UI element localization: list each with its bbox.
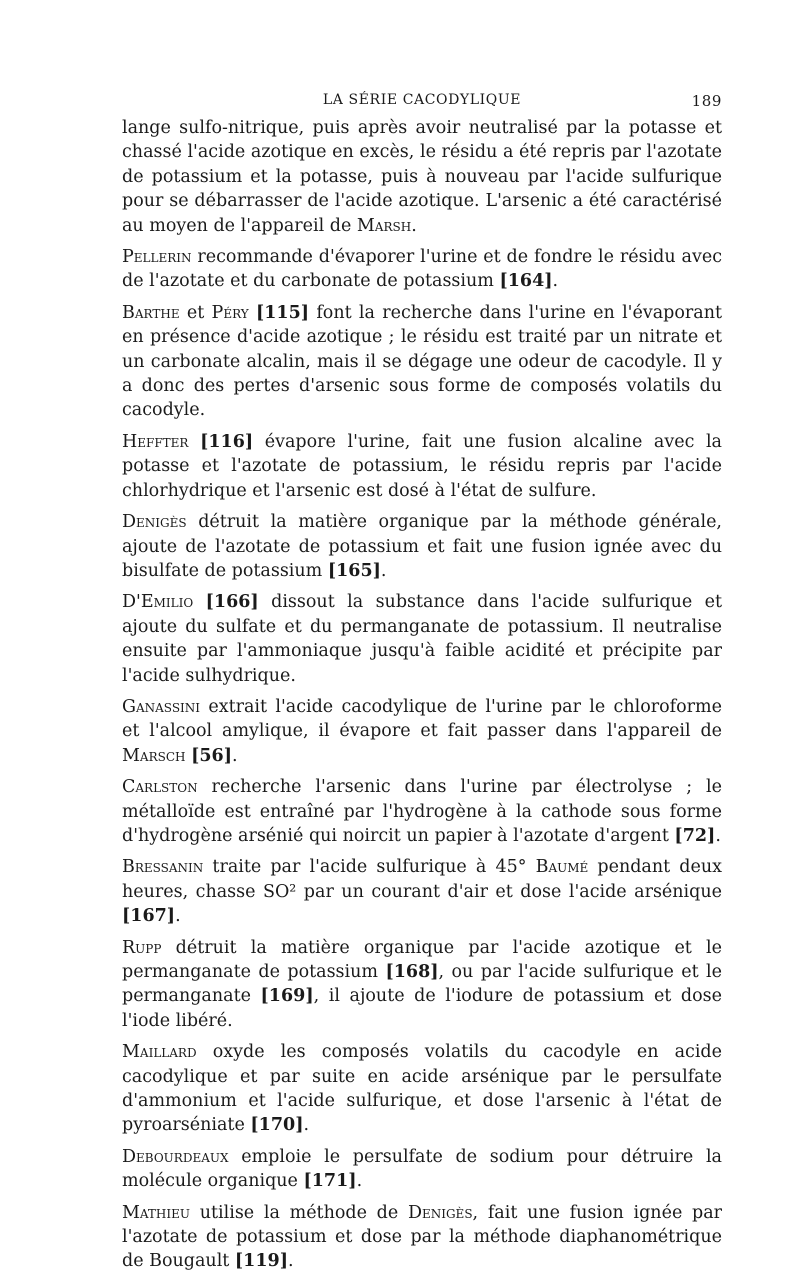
body-text	[122, 116, 722, 1274]
reference: [171]	[303, 1171, 357, 1192]
reference: [166]	[205, 592, 259, 613]
author-name: Mathieu	[122, 1202, 191, 1223]
author-name: Bressanin	[122, 857, 204, 878]
author-name: Heffter	[122, 431, 189, 452]
paragraph: D'Emilio [166] dissout la substance dans l'acide sulfurique et ajoute du sulfate et du permanganate de potassium. Il neutralise ensuite par l'ammoniaque jusqu'à faible acidité et précipite par l'acide sulhydrique.	[122, 592, 722, 686]
author-name: Debourdeaux	[122, 1146, 229, 1167]
running-title: LA SÉRIE CACODYLIQUE	[322, 92, 522, 108]
author-name: Carlston	[122, 777, 198, 798]
reference: [165]	[327, 560, 381, 581]
reference: [164]	[499, 271, 553, 292]
paragraph: Debourdeaux emploie le persulfate de sodium pour détruire la molécule organique [171].	[122, 1146, 722, 1192]
running-head	[122, 88, 722, 116]
reference: [119]	[234, 1251, 288, 1272]
author-name: Péry	[211, 302, 249, 323]
author-name: Ganassini	[122, 696, 201, 717]
author-name: Rupp	[122, 937, 162, 958]
reference: [72]	[674, 825, 716, 846]
author-name: Pellerin	[122, 247, 192, 268]
paragraph: Ganassini extrait l'acide cacodylique de l'urine par le chloroforme et l'alcool amylique, il évapore et fait passer dans l'appareil de Marsch [56].	[122, 696, 722, 766]
paragraph: Rupp détruit la matière organique par l'acide azotique et le permanganate de potassium [168], ou par l'acide sulfurique et le permanganate [169], il ajoute de l'iodure de potassium et dose l'iode libéré.	[122, 937, 723, 1031]
author-name: D'Emilio	[122, 592, 194, 613]
paragraph: Carlston recherche l'arsenic dans l'urine par électrolyse ; le métalloïde est entraîné par l'hydrogène à la cathode sous forme d'hydrogène arsénié qui noircit un papier à l'azotate d'argent [72].	[122, 777, 722, 846]
author-name: Denigès	[407, 1202, 473, 1223]
paragraph: Maillard oxyde les composés volatils du cacodyle en acide cacodylique et par suite en acide arsénique par le persulfate d'ammonium et l'acide sulfurique, et dose l'arsenic à l'état de pyroarséniate [170].	[122, 1042, 722, 1136]
reference: [116]	[200, 431, 254, 452]
reference: [56]	[191, 745, 232, 766]
reference: [115]	[255, 302, 310, 323]
author-name: Maillard	[122, 1042, 197, 1063]
author-name: Marsch	[122, 745, 186, 766]
reference: [168]	[385, 962, 439, 982]
author-name: Barthe	[122, 302, 180, 323]
document-page	[122, 88, 722, 1281]
author-name: Denigès	[122, 512, 187, 533]
author-name: Marsh	[356, 215, 412, 236]
reference: [170]	[250, 1115, 304, 1136]
paragraph: Pellerin recommande d'évaporer l'urine et de fondre le résidu avec de l'azotate et du carbonate de potassium [164].	[122, 247, 722, 292]
reference: [169]	[260, 986, 314, 1007]
author-name: Baumé	[535, 857, 589, 878]
paragraph: Mathieu utilise la méthode de Denigès, fait une fusion ignée par l'azotate de potassium et dose par la méthode diaphanométrique de Bougault [119].	[122, 1202, 723, 1272]
reference: [167]	[122, 906, 176, 927]
page-number: 189	[691, 92, 722, 110]
paragraph: lange sulfo-nitrique, puis après avoir neutralisé par la potasse et chassé l'acide azotique en excès, le résidu a été repris par l'azotate de potassium et la potasse, puis à nouveau par l'acide sulfurique pour se débarrasser de l'acide azotique. L'arsenic a été caractérisé au moyen de l'appareil de Marsh.	[122, 118, 722, 236]
paragraph: Denigès détruit la matière organique par la méthode générale, ajoute de l'azotate de potassium et fait une fusion ignée avec du bisulfate de potassium [165].	[122, 512, 722, 581]
paragraph: Barthe et Péry [115] font la recherche dans l'urine en l'évaporant en présence d'acide azotique ; le résidu est traité par un nitrate et un carbonate alcalin, mais il se dégage une odeur de cacodyle. Il y a donc des pertes d'arsenic sous forme de composés volatils du cacodyle.	[122, 302, 722, 421]
paragraph: Bressanin traite par l'acide sulfurique à 45° Baumé pendant deux heures, chasse SO² par un courant d'air et dose l'acide arsénique [167].	[122, 857, 722, 927]
paragraph: Heffter [116] évapore l'urine, fait une fusion alcaline avec la potasse et l'azotate de potassium, le résidu repris par l'acide chlorhydrique et l'arsenic est dosé à l'état de sulfure.	[122, 431, 722, 501]
